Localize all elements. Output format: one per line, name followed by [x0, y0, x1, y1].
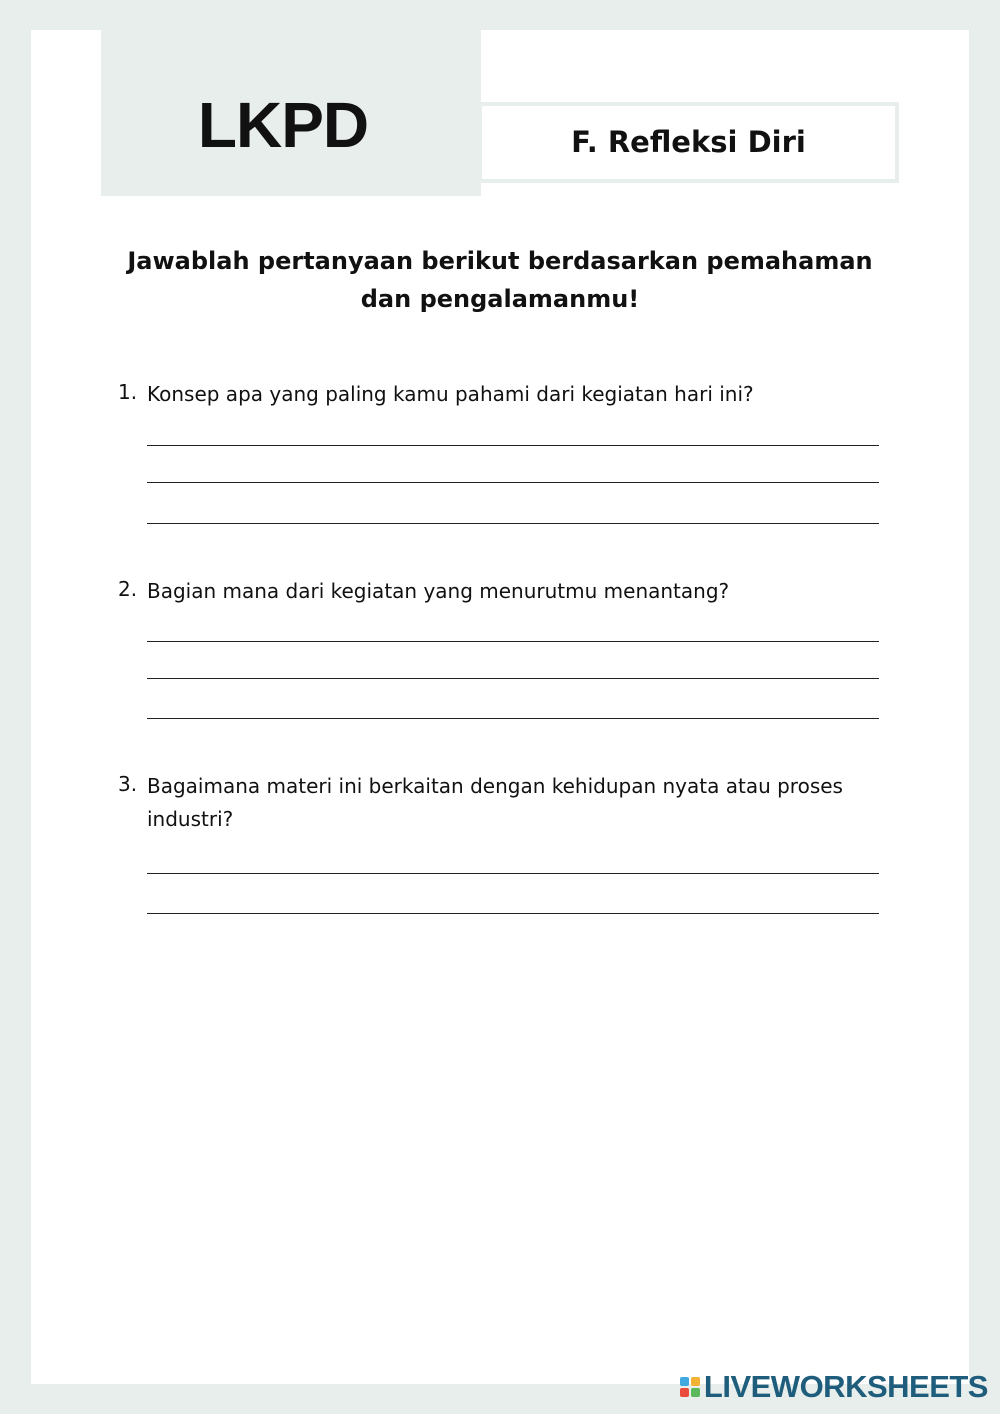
answer-line-1a[interactable] — [147, 445, 879, 446]
answer-line-2b[interactable] — [147, 678, 879, 679]
section-title: F. Refleksi Diri — [478, 102, 899, 183]
logo-square-green — [691, 1388, 700, 1397]
logo-square-blue — [680, 1377, 689, 1386]
question-3-text: Bagaimana materi ini berkaitan dengan kehidupan nyata atau proses industri? — [147, 774, 843, 831]
question-2-text: Bagian mana dari kegiatan yang menurutmu menantang? — [147, 579, 730, 603]
liveworksheets-brand — [680, 1369, 988, 1405]
liveworksheets-wordmark: LIVEWORKSHEETS — [703, 1369, 988, 1404]
question-1-number: 1. — [118, 380, 138, 404]
question-1-text: Konsep apa yang paling kamu pahami dari kegiatan hari ini? — [147, 382, 754, 406]
question-2-number: 2. — [118, 577, 138, 601]
answer-line-3a[interactable] — [147, 873, 879, 874]
question-3-number: 3. — [118, 772, 138, 796]
answer-line-3b[interactable] — [147, 913, 879, 914]
logo-square-red — [680, 1388, 689, 1397]
liveworksheets-logo-icon — [680, 1377, 700, 1397]
answer-line-2a[interactable] — [147, 641, 879, 642]
worksheet-page — [31, 30, 969, 1384]
instruction-text: Jawablah pertanyaan berikut berdasarkan pemahaman dan pengalamanmu! — [127, 247, 873, 313]
answer-line-1b[interactable] — [147, 482, 879, 483]
answer-line-2c[interactable] — [147, 718, 879, 719]
title-block — [101, 30, 481, 196]
worksheet-title: LKPD — [197, 89, 369, 161]
logo-square-yellow — [691, 1377, 700, 1386]
answer-line-1c[interactable] — [147, 523, 879, 524]
